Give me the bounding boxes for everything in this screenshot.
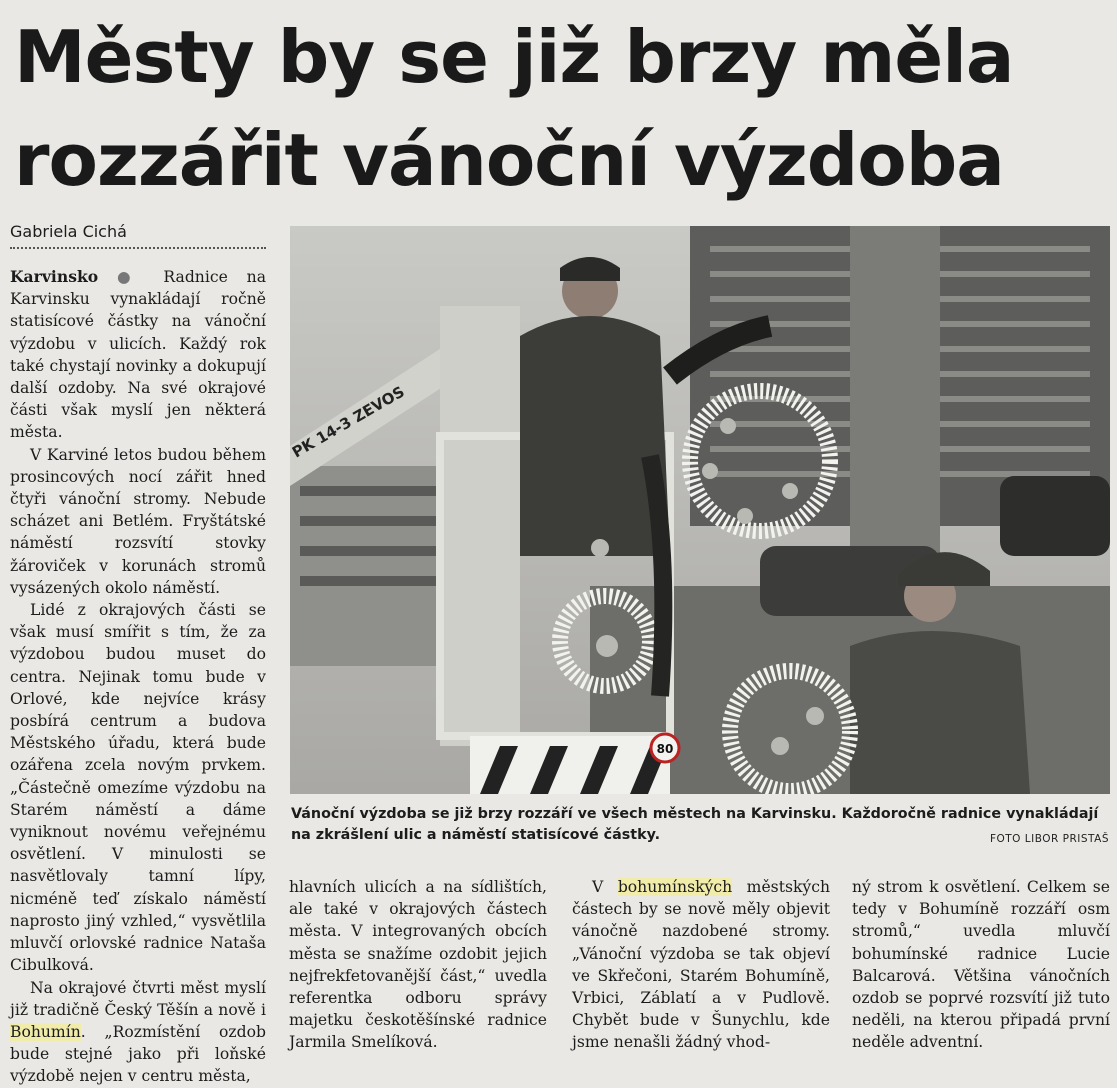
paragraph-4-text-a: Na okrajové čtvrti měst myslí již tradičně Český Těšín a nově i — [10, 978, 266, 1019]
highlighted-word-bohuminskych: bohumínských — [617, 878, 733, 896]
column-3-text-a: V — [592, 878, 604, 896]
highlighted-word-bohumin: Bohumín — [10, 1022, 81, 1041]
crane-label: PK 14-3 ZEVOS — [290, 382, 408, 462]
article-column-2 — [289, 876, 547, 1054]
photo-credit: FOTO LIBOR PRISTAŠ — [989, 833, 1109, 845]
paragraph-4-text-b: . „Rozmístění ozdob bude stejné jako při loňské výzdobě nejen v centru města, — [10, 1022, 266, 1086]
article-paragraph-1 — [10, 266, 266, 444]
headline-line-2: rozzářit vánoční výzdoba — [14, 118, 1004, 202]
paragraph-1-text: Radnice na Karvinsku vynakládají ročně statisícové částky na vánoční výzdobu v ulicích. Každý rok také chystají novinky a dokupují další ozdoby. Na své okrajové části však myslí jen některá města. — [10, 268, 266, 442]
article-column-1 — [10, 266, 266, 1088]
column-4-text: ný strom k osvětlení. Celkem se tedy v Bohumíně rozzáří osm stromů,“ uvedla mluvčí bohumínské radnice Lucie Balcarová. Většina vánočních ozdob se poprvé rozsvítí již tuto neděli, na kterou připadá první neděle adventní. — [852, 878, 1110, 1052]
article-photo — [290, 226, 1110, 794]
article-column-3 — [572, 876, 830, 1054]
byline: Gabriela Cichá — [10, 222, 266, 249]
speed-sign: 80 — [656, 742, 674, 756]
article-paragraph-4 — [10, 977, 266, 1088]
headline-line-1: Městy by se již brzy měla — [14, 15, 1014, 99]
headline — [14, 6, 1109, 212]
column-3-text-b: městských částech by se nově měly objevit vánočně nazdobené stromy. „Vánoční výzdoba se tak objeví ve Skřečoni, Starém Bohumíně, Vrbici, Záblatí a v Pudlově. Chybět bude v Šunychlu, kde jsme nenašli žádný vhod- — [572, 878, 830, 1052]
photo-caption: Vánoční výzdoba se již brzy rozzáří ve všech městech na Karvinsku. Každoročně radnice vynakládají na zkrášlení ulic a náměstí statisícové částky. — [291, 806, 1099, 843]
article-paragraph-3: Lidé z okrajových části se však musí smířit s tím, že za výzdobou budou muset do centra. Nejinak tomu bude v Orlové, kde nejvíce krásy posbírá centrum a budova Městského úřadu, která bude ozářena zcela novým prvkem. „Částečně omezíme výzdobu na Starém náměstí a dáme vyniknout novému veřejnému osvětlení. V minulosti se nasvětlovaly tamní lípy, nicméně teď získalo náměstí naprosto jiný vzhled,“ vysvětlila mluvčí orlovské radnice Nataša Cibulková. — [10, 601, 266, 975]
article-paragraph-2: V Karviné letos budou během prosincových nocí zářit hned čtyři vánoční stromy. Nebude scházet ani Betlém. Fryštátské náměstí rozsvítí stovky žároviček v korunách stromů vysázených okolo náměstí. — [10, 445, 266, 597]
column-3-paragraph — [572, 876, 830, 1054]
bullet-icon: ● — [117, 268, 145, 286]
column-2-text: hlavních ulicích a na sídlištích, ale také v okrajových částech města. V integrovaných obcích města se snažíme ozdobit jejich nejfrekfetovanější část,“ uvedla referentka odboru správy majetku českotěšínské radnice Jarmila Smelíková. — [289, 878, 547, 1052]
dateline: Karvinsko — [10, 267, 99, 286]
article-column-4 — [852, 876, 1110, 1054]
